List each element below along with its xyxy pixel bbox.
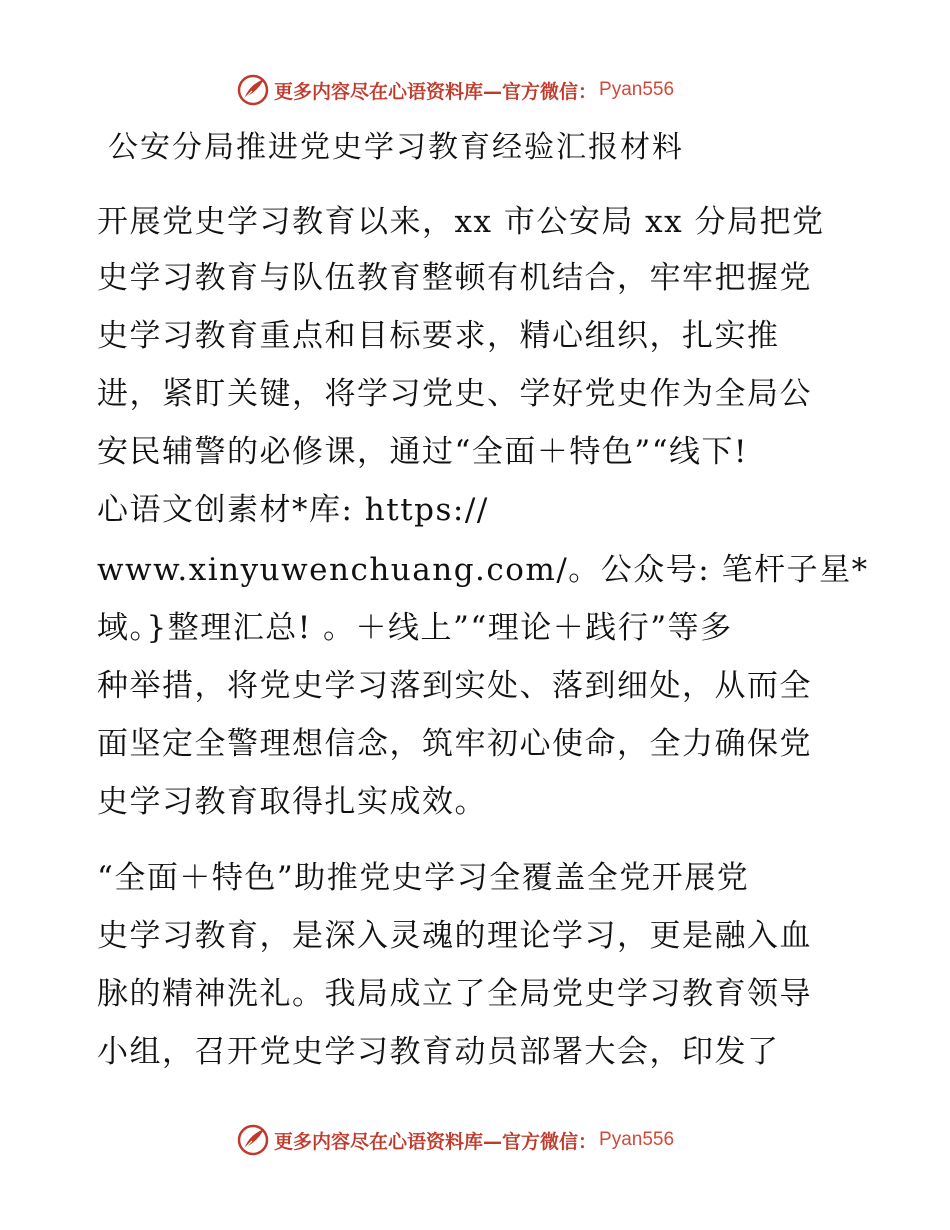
header-watermark bbox=[236, 72, 674, 108]
watermark-text: 更多内容尽在心语资料库—官方微信： bbox=[274, 1130, 598, 1153]
body-line: 种举措，将党史学习落到实处、落到细处，从而全 bbox=[97, 668, 812, 704]
footer-watermark bbox=[236, 1122, 674, 1158]
body-line: 史学习教育重点和目标要求，精心组织，扎实推 bbox=[97, 318, 780, 354]
body-line: 脉的精神洗礼。我局成立了全局党史学习教育领导 bbox=[97, 976, 812, 1012]
watermark-handle: Pyan556 bbox=[599, 1129, 675, 1150]
body-line: 心语文创素材*库: https:// bbox=[97, 492, 489, 528]
body-line: 史学习教育与队伍教育整顿有机结合，牢牢把握党 bbox=[97, 260, 812, 296]
body-line: 开展党史学习教育以来，xx 市公安局 xx 分局把党 bbox=[97, 204, 825, 240]
body-line: “全面＋特色”助推党史学习全覆盖全党开展党 bbox=[97, 860, 750, 896]
watermark-text: 更多内容尽在心语资料库—官方微信： bbox=[274, 80, 598, 103]
body-line: 面坚定全警理想信念，筑牢初心使命，全力确保党 bbox=[97, 726, 812, 762]
document-title: 公安分局推进党史学习教育经验汇报材料 bbox=[108, 130, 684, 165]
body-line: 进，紧盯关键，将学习党史、学好党史作为全局公 bbox=[97, 376, 812, 412]
body-line: 史学习教育取得扎实成效。 bbox=[97, 784, 487, 820]
body-line: 域。}整理汇总! 。＋线上”“理论＋践行”等多 bbox=[97, 610, 733, 646]
feather-pen-logo-icon bbox=[236, 1123, 270, 1157]
body-line: 安民辅警的必修课，通过“全面＋特色”“线下! bbox=[97, 434, 748, 470]
body-line: 小组，召开党史学习教育动员部署大会，印发了 bbox=[97, 1034, 780, 1070]
body-line: www.xinyuwenchuang.com/。公众号: 笔杆子星* bbox=[97, 552, 869, 588]
watermark-handle: Pyan556 bbox=[599, 79, 675, 100]
body-line: 史学习教育，是深入灵魂的理论学习，更是融入血 bbox=[97, 918, 812, 954]
feather-pen-logo-icon bbox=[236, 73, 270, 107]
